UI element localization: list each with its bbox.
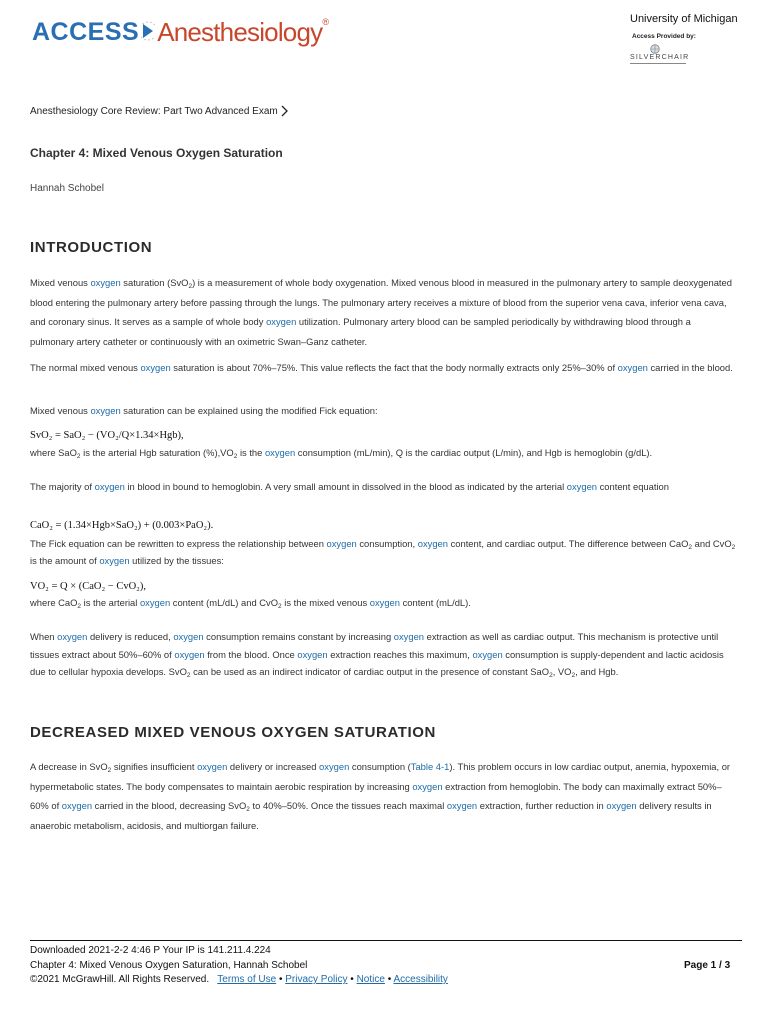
oxygen-link[interactable]: oxygen — [99, 555, 130, 566]
intro-paragraph-3: Mixed venous oxygen saturation can be explained using the modified Fick equation: — [30, 405, 378, 416]
oxygen-link[interactable]: oxygen — [606, 800, 637, 811]
page-header — [0, 0, 768, 80]
table-4-1-link[interactable]: Table 4-1 — [410, 761, 450, 772]
intro-paragraph-5: The Fick equation can be rewritten to express the relationship between oxygen consumption, oxygen content, and cardiac output. The difference between CaO$_2$ and CvO$_2$ is the amount of oxygen utilized by the tissues: — [30, 538, 736, 566]
separator-bullet: • — [278, 974, 283, 985]
access-anesthesiology-logo[interactable] — [32, 12, 329, 52]
download-info: Downloaded 2021-2-2 4:46 P Your IP is 141.211.4.224 — [30, 945, 271, 956]
equation-3-definition: where CaO$_2$ is the arterial oxygen content (mL/dL) and CvO$_2$ is the mixed venous oxygen content (mL/dL). — [30, 597, 471, 610]
silverchair-wordmark: SILVERCHAIR — [630, 54, 690, 61]
oxygen-link[interactable]: oxygen — [472, 648, 503, 660]
oxygen-link[interactable]: oxygen — [412, 780, 443, 792]
registered-mark: ® — [322, 17, 329, 27]
citation-line: Chapter 4: Mixed Venous Oxygen Saturation, Hannah Schobel — [30, 960, 308, 971]
oxygen-link[interactable]: oxygen — [393, 631, 424, 642]
oxygen-link[interactable]: oxygen — [197, 761, 228, 772]
author-name: Hannah Schobel — [30, 183, 104, 194]
chapter-title: Chapter 4: Mixed Venous Oxygen Saturation — [30, 146, 283, 160]
notice-link[interactable]: Notice — [356, 974, 385, 985]
breadcrumb-book-link[interactable]: Anesthesiology Core Review: Part Two Advanced Exam — [30, 105, 278, 117]
intro-paragraph-4: The majority of oxygen in blood in bound to hemoglobin. A very small amount in dissolved in the blood as indicated by the arterial oxygen content equation — [30, 481, 669, 492]
oxygen-link[interactable]: oxygen — [369, 597, 400, 608]
logo-access-text: ACCESS — [32, 17, 140, 46]
oxygen-link[interactable]: oxygen — [266, 316, 297, 327]
arterial-content-equation: CaO₂ = (1.34×Hgb×SaO₂) + (0.003×PaO₂). — [30, 520, 214, 531]
oxygen-link[interactable]: oxygen — [90, 405, 121, 416]
oxygen-link[interactable]: oxygen — [297, 648, 328, 660]
oxygen-link[interactable]: oxygen — [446, 800, 478, 811]
page-number: Page 1 / 3 — [684, 960, 731, 971]
copyright-text: ©2021 McGrawHill. All Rights Reserved. — [30, 974, 210, 985]
terms-of-use-link[interactable]: Terms of Use — [217, 974, 277, 985]
accessibility-link[interactable]: Accessibility — [393, 974, 448, 985]
oxygen-link[interactable]: oxygen — [326, 538, 357, 549]
decreased-paragraph-1: A decrease in SvO$_2$ signifies insufficient oxygen delivery or increased oxygen consumption (Table 4-1). This problem occurs in low cardiac output, anemia, hypoxemia, or hypermetabolic states. The body compensates to maintain aerobic respiration by increasing oxygen extraction from hemoglobin. The body can maximally extract 50%–60% of oxygen carried in the blood, decreasing SvO$_2$ to 40%–50%. Once the tissues reach maximal oxygen extraction, further reduction in oxygen delivery results in anaerobic metabolism, acidosis, and multiorgan failure. — [30, 761, 731, 831]
logo-anesthesiology-text: Anesthesiology — [157, 16, 323, 47]
silverchair-rule — [630, 63, 686, 64]
oxygen-link[interactable]: oxygen — [319, 761, 350, 772]
oxygen-link[interactable]: oxygen — [566, 481, 598, 492]
equation-1-definition: where SaO$_2$ is the arterial Hgb saturation $(\%),VO_2$ is the oxygen consumption (mL/min), Q is the cardiac output (L/min), and Hgb is hemoglobin (g/dL). — [30, 447, 653, 460]
separator-bullet: • — [350, 974, 354, 985]
section-heading-introduction: INTRODUCTION — [30, 239, 153, 256]
footer-divider — [30, 940, 742, 941]
institution-name: University of Michigan — [630, 13, 738, 25]
chevron-right-icon — [281, 105, 288, 117]
oxygen-link[interactable]: oxygen — [57, 631, 88, 642]
oxygen-link[interactable]: oxygen — [61, 800, 93, 811]
oxygen-link[interactable]: oxygen — [140, 362, 171, 373]
separator-bullet: • — [387, 974, 392, 985]
oxygen-link[interactable]: oxygen — [174, 648, 205, 660]
gear-arrow-icon — [141, 20, 155, 47]
intro-paragraph-1: Mixed venous oxygen saturation (SvO$_2$) is a measurement of whole body oxygenation. Mixed venous blood in measured in the pulmonary artery to sample deoxygenated blood entering the pulmonary artery before passing through the lungs. The pulmonary artery receives a mixture of blood from the superior vena cava, inferior vena cava, and coronary sinus. It serves as a sample of whole body oxygen utilization. Pulmonary artery blood can be sampled periodically by withdrawing blood through a pulmonary artery catheter or continuously with an oximetric Swan–Ganz catheter. — [30, 277, 732, 347]
oxygen-link[interactable]: oxygen — [264, 447, 296, 458]
breadcrumb[interactable] — [30, 105, 288, 117]
footer-links-line — [30, 974, 448, 985]
fick-equation-vo2: VO₂ = Q × (CaO₂ − CvO₂), — [30, 581, 146, 592]
fick-equation-svo2: SvO₂ = SaO₂ − (VO₂/Q×1.34×Hgb), — [30, 430, 184, 441]
oxygen-link[interactable]: oxygen — [94, 481, 125, 492]
privacy-policy-link[interactable]: Privacy Policy — [285, 974, 348, 985]
oxygen-link[interactable]: oxygen — [90, 277, 121, 288]
intro-paragraph-2: The normal mixed venous oxygen saturation is about 70%–75%. This value reflects the fact that the body normally extracts only 25%–30% of oxygen carried in the blood. — [30, 362, 733, 373]
oxygen-link[interactable]: oxygen — [617, 362, 648, 373]
oxygen-link[interactable]: oxygen — [139, 597, 171, 608]
oxygen-link[interactable]: oxygen — [173, 631, 204, 642]
intro-paragraph-6: When oxygen delivery is reduced, oxygen consumption remains constant by increasing oxygen extraction as well as cardiac output. This mechanism is protective until tissues extract about 50%–60% of oxygen from the blood. Once oxygen extraction reaches this maximum, oxygen consumption is supply-dependent and lactic acidosis due to cellular hypoxia develops. SvO$_2$ can be used as an indirect indicator of cardiac output in the presence of constant SaO$_2$, $VO_2$, and Hgb. — [30, 631, 724, 679]
access-provided-by: Access Provided by: — [632, 33, 696, 40]
section-heading-decreased-svo2: DECREASED MIXED VENOUS OXYGEN SATURATION — [30, 724, 436, 741]
oxygen-link[interactable]: oxygen — [417, 538, 448, 549]
